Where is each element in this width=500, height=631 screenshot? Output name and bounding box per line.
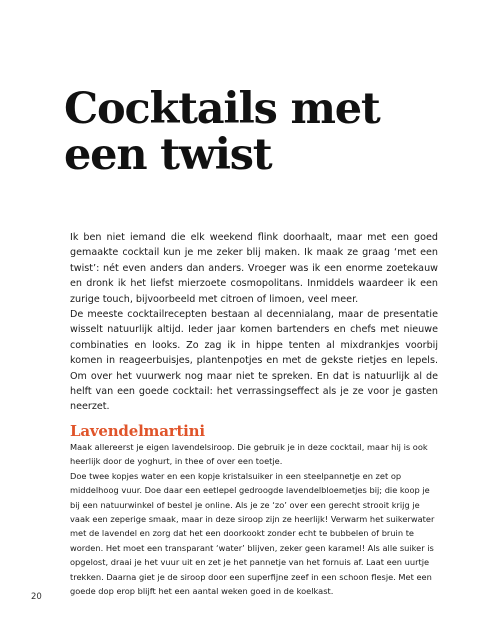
recipe-paragraph-1: Maak allereerst je eigen lavendelsiroop. Die gebruik je in deze cocktail, maar hij is ook heerlijk door de yoghurt, in thee of over een toetje. — [70, 442, 428, 467]
recipe-text — [70, 440, 440, 598]
intro-paragraph-2: De meeste cocktailrecepten bestaan al decennialang, maar de presentatie wisselt natuurlijk altijd. Ieder jaar komen bartenders en chefs met nieuwe combinaties en looks. Zo zag ik in hippe tenten al mixdrankjes voorbij komen in reageerbuisjes, plantenpotjes en met de gekste rietjes en lepels. Om over het vuurwerk nog maar niet te spreken. En dat is natuurlijk al de helft van een goede cocktail: het verrassingseffect als je ze voor je gasten neerzet. — [70, 309, 438, 413]
page-title — [64, 86, 464, 178]
intro-paragraph-1: Ik ben niet iemand die elk weekend flink doorhaalt, maar met een goed gemaakte cocktail kun je me zeker blij maken. Ik maak ze graag ‘met een twist’: nét even anders dan anders. Vroeger was ik een enorme zoetekauw en dronk ik het liefst mierzoete cosmopolitans. Inmiddels waardeer ik een zurige touch, bijvoorbeeld met citroen of limoen, veel meer. — [70, 232, 438, 305]
recipe-heading: Lavendelmartini — [70, 422, 205, 440]
page-title-line-2: een twist — [64, 130, 272, 180]
page-number: 20 — [31, 592, 42, 602]
intro-text — [70, 230, 438, 415]
page-title-line-1: Cocktails met — [64, 84, 380, 134]
recipe-paragraph-2: Doe twee kopjes water en een kopje kristalsuiker in een steelpannetje en zet op middelhoog vuur. Doe daar een eetlepel gedroogde lavendelbloemetjes bij; die koop je bij een natuurwinkel of bestel je online. Als je ze ‘zo’ over een gerecht strooit krijg je vaak een zeperige smaak, maar in deze siroop zijn ze heerlijk! Verwarm het suikerwater met de lavendel en zorg dat het een doorkookt zonder echt te bubbelen of bruin te worden. Het moet een transparant ‘water’ blijven, zeker geen karamel! Als alle suiker is opgelost, draai je het vuur uit en zet je het pannetje van het fornuis af. Laat een uurtje trekken. Daarna giet je de siroop door een superfijne zeef in een schoon flesje. Met een goede dop erop blijft het een aantal weken goed in de koelkast. — [70, 470, 435, 597]
